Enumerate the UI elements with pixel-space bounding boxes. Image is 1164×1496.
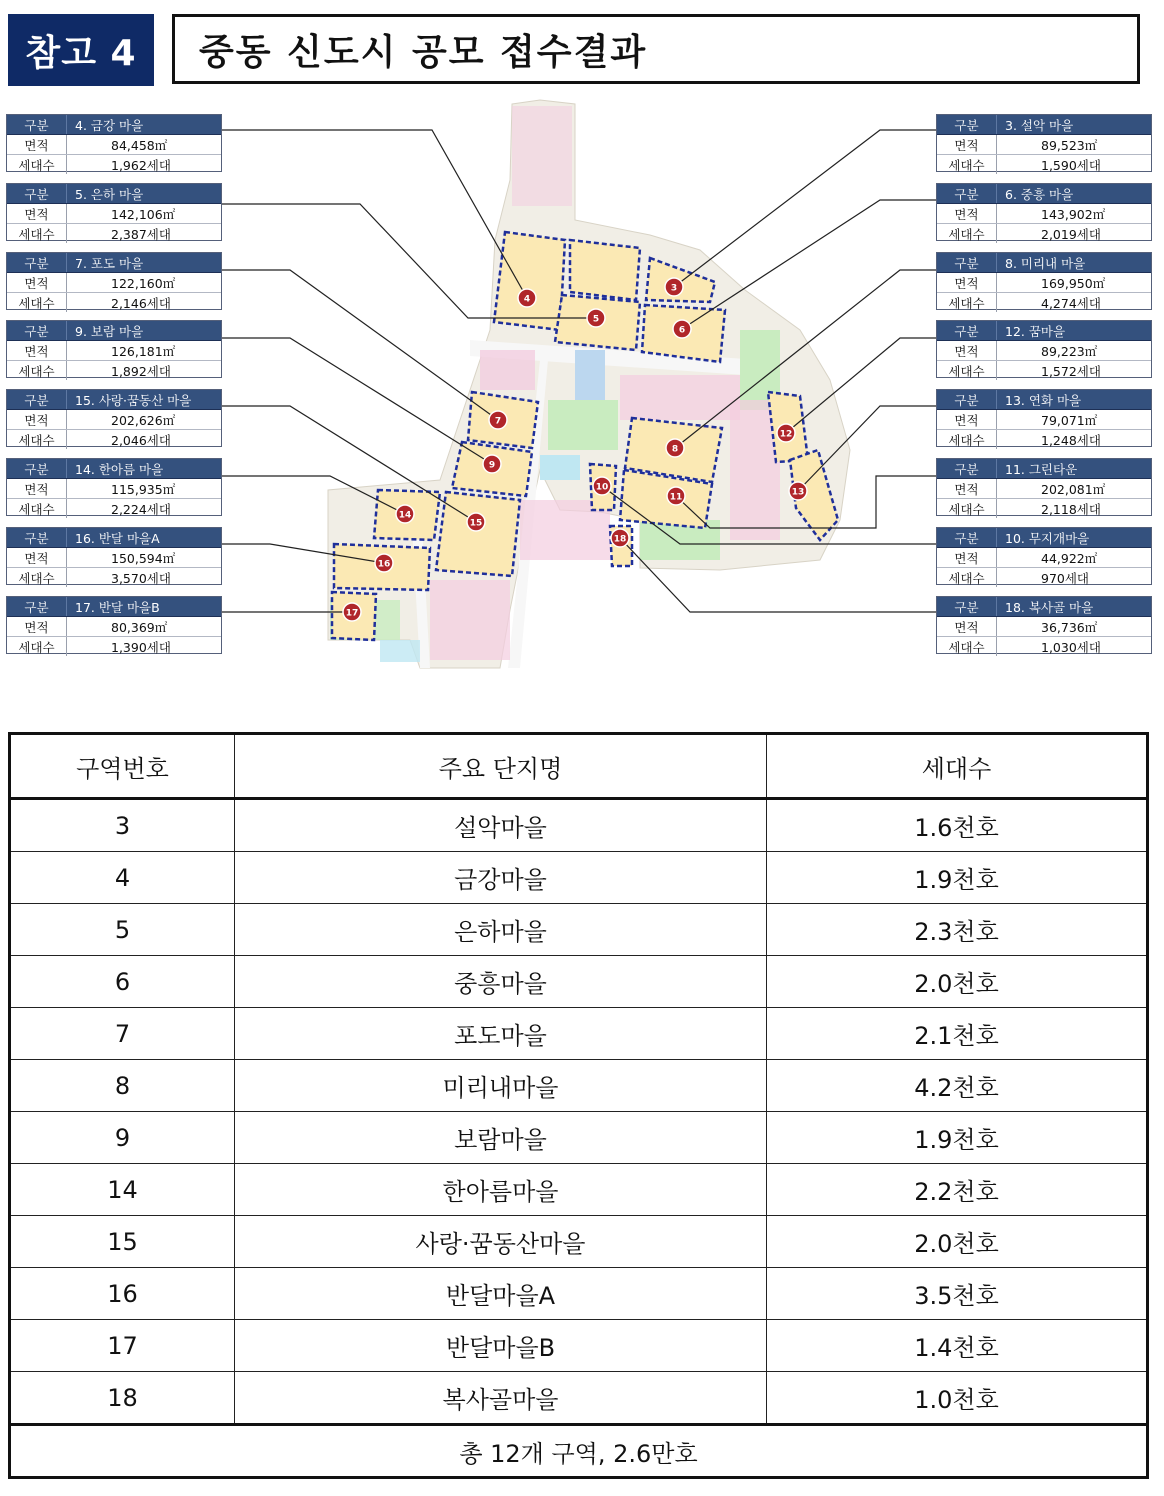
households-label: 세대수 — [7, 361, 67, 380]
header-households: 세대수 — [767, 734, 1148, 799]
households-value: 1,248세대 — [1041, 432, 1101, 448]
marker-label: 6 — [678, 325, 686, 336]
households-value: 1,962세대 — [111, 157, 171, 173]
complex-name-cell: 사랑·꿈동산마을 — [235, 1216, 767, 1268]
category-label: 구분 — [937, 597, 997, 616]
area-value: 36,736㎡ — [1041, 619, 1098, 635]
zone-number-cell: 15 — [10, 1216, 235, 1268]
households-value: 970세대 — [1041, 570, 1090, 586]
zone-number-cell: 16 — [10, 1268, 235, 1320]
category-label: 구분 — [7, 253, 67, 272]
zone-name: 5. 은하 마을 — [75, 186, 144, 202]
table-header-row — [10, 734, 1148, 799]
table-row — [10, 904, 1148, 956]
households-label: 세대수 — [937, 568, 997, 587]
households-cell: 2.2천호 — [767, 1164, 1148, 1216]
households-cell: 2.0천호 — [767, 956, 1148, 1008]
households-value: 2,387세대 — [111, 226, 171, 242]
area-label: 면적 — [937, 341, 997, 360]
marker-label: 3 — [670, 283, 678, 294]
zone-4-block — [494, 232, 565, 330]
households-label: 세대수 — [937, 361, 997, 380]
zone-name: 17. 반달 마을B — [75, 599, 160, 615]
households-value: 1,572세대 — [1041, 363, 1101, 379]
zone-number-cell: 14 — [10, 1164, 235, 1216]
area-label: 면적 — [7, 617, 67, 636]
zone-number-cell: 5 — [10, 904, 235, 956]
zone-name: 9. 보람 마을 — [75, 323, 144, 339]
zone-5-upper-block — [570, 240, 640, 300]
table-row — [10, 852, 1148, 904]
zone-number-cell: 3 — [10, 799, 235, 852]
households-label: 세대수 — [7, 499, 67, 518]
page-title — [172, 14, 1140, 84]
households-value: 1,390세대 — [111, 639, 171, 655]
marker-label: 10 — [595, 482, 609, 493]
table-row — [10, 1320, 1148, 1372]
zone-number-cell: 18 — [10, 1372, 235, 1425]
area-value: 89,523㎡ — [1041, 137, 1098, 153]
marker-label: 4 — [523, 294, 531, 305]
marker-label: 8 — [671, 444, 679, 455]
marker-label: 13 — [791, 487, 805, 498]
table-total: 총 12개 구역, 2.6만호 — [10, 1425, 1148, 1478]
households-label: 세대수 — [937, 224, 997, 243]
households-label: 세대수 — [937, 430, 997, 449]
marker-label: 11 — [669, 492, 683, 503]
zone-marker-5 — [587, 309, 605, 327]
table-row — [10, 1060, 1148, 1112]
households-value: 2,224세대 — [111, 501, 171, 517]
zone-marker-14 — [396, 505, 414, 523]
zone-marker-7 — [489, 411, 507, 429]
marker-label: 18 — [613, 534, 627, 545]
zone-marker-4 — [518, 289, 536, 307]
households-cell: 2.1천호 — [767, 1008, 1148, 1060]
zone-number-cell: 9 — [10, 1112, 235, 1164]
category-label: 구분 — [7, 321, 67, 340]
area-label: 면적 — [7, 135, 67, 154]
zone-marker-6 — [673, 320, 691, 338]
category-label: 구분 — [7, 390, 67, 409]
households-value: 2,118세대 — [1041, 501, 1101, 517]
area-value: 143,902㎡ — [1041, 206, 1106, 222]
area-value: 115,935㎡ — [111, 481, 176, 497]
households-cell: 3.5천호 — [767, 1268, 1148, 1320]
marker-label: 17 — [345, 608, 359, 619]
zone-number-cell: 7 — [10, 1008, 235, 1060]
households-label: 세대수 — [7, 637, 67, 656]
households-cell: 1.0천호 — [767, 1372, 1148, 1425]
area-label: 면적 — [937, 410, 997, 429]
zone-marker-18 — [611, 529, 629, 547]
area-label: 면적 — [7, 548, 67, 567]
area-value: 142,106㎡ — [111, 206, 176, 222]
table-row — [10, 1112, 1148, 1164]
category-label: 구분 — [937, 253, 997, 272]
households-label: 세대수 — [7, 430, 67, 449]
complex-name-cell: 반달마을A — [235, 1268, 767, 1320]
marker-label: 16 — [377, 559, 391, 570]
complex-name-cell: 복사골마을 — [235, 1372, 767, 1425]
area-label: 면적 — [7, 479, 67, 498]
table-row — [10, 799, 1148, 852]
area-value: 80,369㎡ — [111, 619, 168, 635]
households-cell: 2.3천호 — [767, 904, 1148, 956]
category-label: 구분 — [937, 115, 997, 134]
zone-name: 3. 설악 마을 — [1005, 117, 1074, 133]
district-map — [0, 96, 1164, 696]
category-label: 구분 — [937, 390, 997, 409]
households-value: 2,019세대 — [1041, 226, 1101, 242]
zone-marker-13 — [789, 482, 807, 500]
zone-marker-8 — [666, 439, 684, 457]
category-label: 구분 — [937, 321, 997, 340]
table-row — [10, 1372, 1148, 1425]
area-value: 84,458㎡ — [111, 137, 168, 153]
complex-name-cell: 보람마을 — [235, 1112, 767, 1164]
households-value: 1,892세대 — [111, 363, 171, 379]
area-value: 126,181㎡ — [111, 343, 176, 359]
area-label: 면적 — [937, 135, 997, 154]
area-label: 면적 — [7, 341, 67, 360]
area-label: 면적 — [937, 479, 997, 498]
category-label: 구분 — [7, 459, 67, 478]
header-zone-number: 구역번호 — [10, 734, 235, 799]
table-row — [10, 1268, 1148, 1320]
households-cell: 1.6천호 — [767, 799, 1148, 852]
zone-name: 10. 무지개마을 — [1005, 530, 1090, 546]
zone-name: 14. 한아름 마을 — [75, 461, 164, 477]
zone-number-cell: 8 — [10, 1060, 235, 1112]
households-label: 세대수 — [937, 499, 997, 518]
table-total-row — [10, 1425, 1148, 1478]
zone-name: 16. 반달 마을A — [75, 530, 160, 546]
category-label: 구분 — [937, 459, 997, 478]
area-value: 169,950㎡ — [1041, 275, 1106, 291]
marker-label: 9 — [488, 460, 496, 471]
category-label: 구분 — [937, 528, 997, 547]
table-row — [10, 1008, 1148, 1060]
zone-marker-11 — [667, 487, 685, 505]
zone-marker-15 — [467, 513, 485, 531]
households-value: 2,146세대 — [111, 295, 171, 311]
area-value: 150,594㎡ — [111, 550, 176, 566]
area-value: 79,071㎡ — [1041, 412, 1098, 428]
area-label: 면적 — [7, 204, 67, 223]
area-label: 면적 — [937, 548, 997, 567]
category-label: 구분 — [937, 184, 997, 203]
area-value: 89,223㎡ — [1041, 343, 1098, 359]
households-value: 1,030세대 — [1041, 639, 1101, 655]
zone-number-cell: 4 — [10, 852, 235, 904]
complex-name-cell: 중흥마을 — [235, 956, 767, 1008]
area-label: 면적 — [7, 410, 67, 429]
households-cell: 1.9천호 — [767, 852, 1148, 904]
zone-marker-10 — [593, 477, 611, 495]
marker-label: 7 — [494, 416, 502, 427]
households-value: 3,570세대 — [111, 570, 171, 586]
area-label: 면적 — [937, 273, 997, 292]
households-label: 세대수 — [7, 224, 67, 243]
zone-number-cell: 17 — [10, 1320, 235, 1372]
marker-label: 5 — [592, 314, 600, 325]
households-label: 세대수 — [937, 637, 997, 656]
category-label: 구분 — [7, 184, 67, 203]
households-value: 4,274세대 — [1041, 295, 1101, 311]
table-row — [10, 1164, 1148, 1216]
zone-marker-12 — [777, 424, 795, 442]
zone-name: 6. 중흥 마을 — [1005, 186, 1074, 202]
households-cell: 1.9천호 — [767, 1112, 1148, 1164]
zone-name: 4. 금강 마을 — [75, 117, 144, 133]
area-value: 202,626㎡ — [111, 412, 176, 428]
table-row — [10, 956, 1148, 1008]
complex-name-cell: 반달마을B — [235, 1320, 767, 1372]
complex-name-cell: 설악마을 — [235, 799, 767, 852]
zone-name: 8. 미리내 마을 — [1005, 255, 1086, 271]
reference-badge: 참고 4 — [8, 14, 154, 86]
households-label: 세대수 — [7, 568, 67, 587]
area-label: 면적 — [7, 273, 67, 292]
complex-name-cell: 포도마을 — [235, 1008, 767, 1060]
area-value: 202,081㎡ — [1041, 481, 1106, 497]
area-value: 122,160㎡ — [111, 275, 176, 291]
category-label: 구분 — [7, 597, 67, 616]
area-value: 44,922㎡ — [1041, 550, 1098, 566]
summary-table — [8, 732, 1149, 1479]
zone-name: 7. 포도 마을 — [75, 255, 144, 271]
marker-label: 15 — [469, 518, 483, 529]
table-row — [10, 1216, 1148, 1268]
zone-name: 12. 꿈마을 — [1005, 323, 1066, 339]
complex-name-cell: 금강마을 — [235, 852, 767, 904]
area-label: 면적 — [937, 617, 997, 636]
marker-label: 12 — [779, 429, 793, 440]
households-label: 세대수 — [937, 155, 997, 174]
zone-name: 13. 연화 마을 — [1005, 392, 1082, 408]
zone-marker-3 — [665, 278, 683, 296]
complex-name-cell: 미리내마을 — [235, 1060, 767, 1112]
area-label: 면적 — [937, 204, 997, 223]
zone-marker-9 — [483, 455, 501, 473]
marker-label: 14 — [398, 510, 412, 521]
households-value: 1,590세대 — [1041, 157, 1101, 173]
households-cell: 1.4천호 — [767, 1320, 1148, 1372]
households-cell: 4.2천호 — [767, 1060, 1148, 1112]
households-value: 2,046세대 — [111, 432, 171, 448]
header-complex-name: 주요 단지명 — [235, 734, 767, 799]
households-label: 세대수 — [7, 155, 67, 174]
households-label: 세대수 — [7, 293, 67, 312]
complex-name-cell: 한아름마을 — [235, 1164, 767, 1216]
zone-name: 11. 그린타운 — [1005, 461, 1078, 477]
category-label: 구분 — [7, 115, 67, 134]
households-label: 세대수 — [937, 293, 997, 312]
zone-name: 15. 사랑·꿈동산 마을 — [75, 392, 192, 408]
category-label: 구분 — [7, 528, 67, 547]
zone-marker-17 — [343, 603, 361, 621]
page-title-text: 중동 신도시 공모 접수결과 — [199, 31, 648, 73]
zone-name: 18. 복사골 마을 — [1005, 599, 1094, 615]
complex-name-cell: 은하마을 — [235, 904, 767, 956]
zone-number-cell: 6 — [10, 956, 235, 1008]
households-cell: 2.0천호 — [767, 1216, 1148, 1268]
zone-marker-16 — [375, 554, 393, 572]
